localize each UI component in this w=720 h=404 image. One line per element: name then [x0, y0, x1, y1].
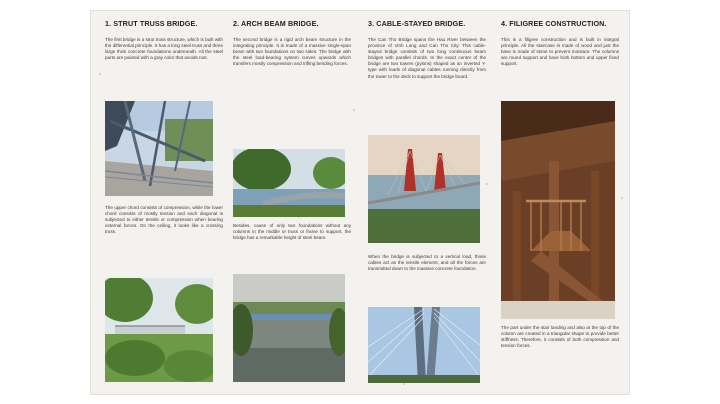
paper-speck [486, 183, 488, 185]
column-strut-truss-lower [105, 205, 223, 235]
wooden-staircase-photo [501, 101, 615, 319]
steel-truss-bridge-photo [105, 101, 213, 196]
column-strut-truss [105, 19, 223, 61]
paper-speck [403, 383, 405, 385]
paper-speck [621, 197, 623, 199]
column-filigree [501, 19, 619, 67]
column-paragraph: The second bridge is a rigid arch beam structure in the integrating principle. It is made of a massive single-span beam with two foundations on two sides. The bridge with the steel load-bearing system curves upwards which transfers mostly compression and trifling bending forces. [233, 37, 351, 67]
arch-beam-bridge-photo [233, 149, 345, 217]
column-heading: 1. STRUT TRUSS BRIDGE. [105, 19, 198, 28]
column-paragraph: The part under the stair landing and also at the top of the column are created in a triangular shape to provide better stiffness. Therefore, it consists of both compression and tension forces. [501, 325, 619, 349]
column-paragraph: Besides, cause of only two foundations without any columns in the middle or truss or frame to support, the bridge has a remarkable height of steel beam. [233, 223, 351, 241]
column-paragraph: This is a filigree construction and is built in integral principle. All the staircase is made of wood and just the base is made of stone to prevent moisture. The columns are round support and have both bottom and upper fixed support. [501, 37, 619, 67]
column-arch-beam-lower [233, 223, 351, 241]
column-cable-stayed [368, 19, 486, 80]
cable-stayed-bridge-aerial-photo [368, 135, 480, 243]
column-heading: 3. CABLE-STAYED BRIDGE. [368, 19, 466, 28]
column-paragraph: The upper chord consists of compression, while the lower chord consists of mostly tension and each diagonal is subjected to either tensile or compression when bearing external forces. On the ceiling, it looks like a crossing truss. [105, 205, 223, 235]
column-cable-stayed-lower [368, 254, 486, 272]
column-filigree-lower [501, 325, 619, 349]
column-heading: 4. FILIGREE CONSTRUCTION. [501, 19, 607, 28]
pylon-cables-photo [368, 307, 480, 383]
column-paragraph: The Can Tho Bridge spans the Hau River between the province of Vinh Long and Can Tho City. This cable-stayed bridge consists of two long continuous beam bridges with parallel chords. In the exact center of the bridge are two towers (pylons) shaped as an inverted Y-type with loads of diagonal cables running directly from the tower to the deck to support the bridge board. [368, 37, 486, 79]
document-page [90, 10, 630, 395]
bridge-among-trees-photo [105, 278, 213, 382]
column-heading: 2. ARCH BEAM BRIDGE. [233, 19, 319, 28]
paper-speck [353, 109, 355, 111]
bridge-over-river-photo [233, 274, 345, 382]
column-arch-beam [233, 19, 351, 67]
column-paragraph: When the bridge is subjected to a vertical load, those cables act as the tensile element, and all the forces are transmitted down to the massive concrete foundation. [368, 254, 486, 272]
paper-speck [99, 73, 101, 75]
column-paragraph: The first bridge is a strut truss structure, which is built with the differential principle. It has a long steel truss and three large thick concrete foundations underneath. All the steel parts are painted with a gray color that avoids rust. [105, 37, 223, 61]
